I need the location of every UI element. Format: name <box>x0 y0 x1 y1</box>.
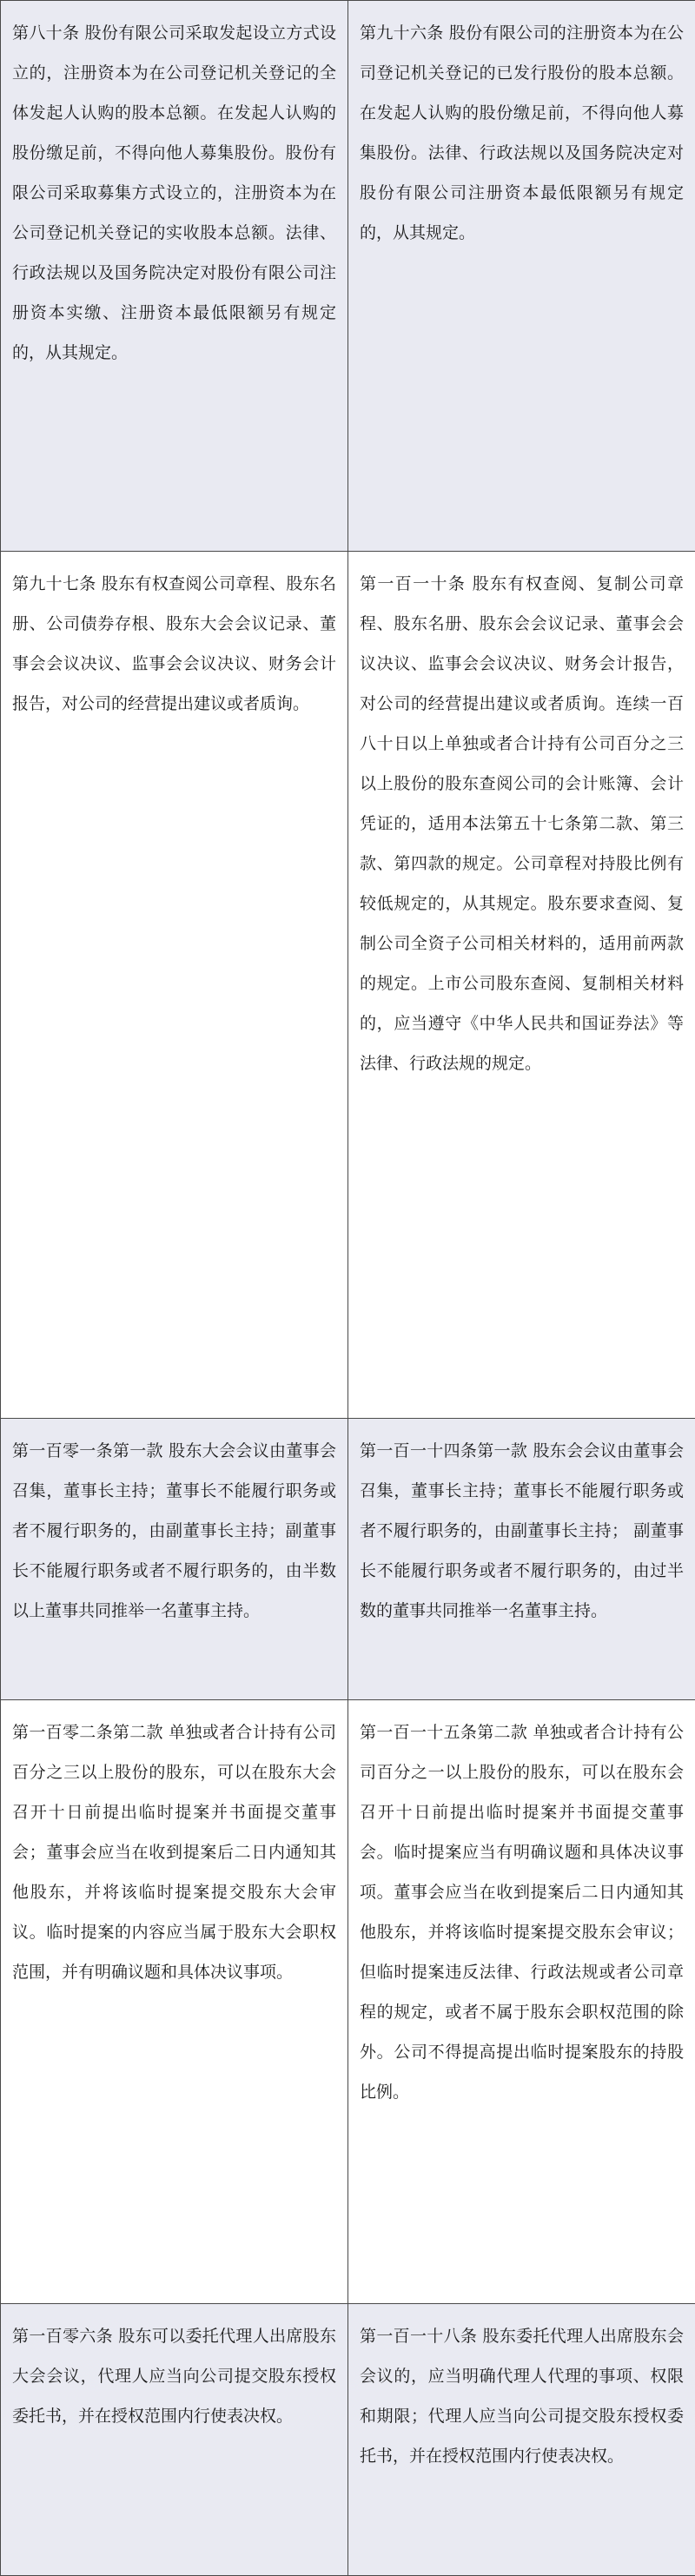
old-article-cell: 第一百零二条第二款 单独或者合计持有公司百分之三以上股份的股东，可以在股东大会召开十日前提出临时提案并书面提交董事会；董事会应当在收到提案后二日内通知其他股东，并将该临时提案提交股东大会审议。临时提案的内容应当属于股东大会职权范围，并有明确议题和具体决议事项。 <box>1 1700 348 2304</box>
old-article-cell: 第一百零一条第一款 股东大会会议由董事会召集，董事长主持；董事长不能履行职务或者不履行职务的，由副董事长主持；副董事长不能履行职务或者不履行职务的，由半数以上董事共同推举一名董事主持。 <box>1 1419 348 1700</box>
old-article-cell: 第九十七条 股东有权查阅公司章程、股东名册、公司债券存根、股东大会会议记录、董事会会议决议、监事会会议决议、财务会计报告，对公司的经营提出建议或者质询。 <box>1 552 348 1419</box>
new-article-cell: 第一百一十条 股东有权查阅、复制公司章程、股东名册、股东会会议记录、董事会会议决议、监事会会议决议、财务会计报告，对公司的经营提出建议或者质询。连续一百八十日以上单独或者合计持有公司百分之三以上股份的股东查阅公司的会计账簿、会计凭证的，适用本法第五十七条第二款、第三款、第四款的规定。公司章程对持股比例有较低规定的，从其规定。股东要求查阅、复制公司全资子公司相关材料的，适用前两款的规定。上市公司股东查阅、复制相关材料的，应当遵守《中华人民共和国证券法》等法律、行政法规的规定。 <box>348 552 695 1419</box>
new-article-cell: 第一百一十五条第二款 单独或者合计持有公司百分之一以上股份的股东，可以在股东会召开十日前提出临时提案并书面提交董事会。临时提案应当有明确议题和具体决议事项。董事会应当在收到提案后二日内通知其他股东，并将该临时提案提交股东会审议；但临时提案违反法律、行政法规或者公司章程的规定，或者不属于股东会职权范围的除外。公司不得提高提出临时提案股东的持股比例。 <box>348 1700 695 2304</box>
table-row <box>1 1700 695 2304</box>
new-article-cell: 第九十六条 股份有限公司的注册资本为在公司登记机关登记的已发行股份的股本总额。在发起人认购的股份缴足前，不得向他人募集股份。法律、行政法规以及国务院决定对股份有限公司注册资本最低限额另有规定的，从其规定。 <box>348 1 695 552</box>
table-row <box>1 1419 695 1700</box>
table-row <box>1 2304 695 2576</box>
old-article-cell: 第一百零六条 股东可以委托代理人出席股东大会会议，代理人应当向公司提交股东授权委托书，并在授权范围内行使表决权。 <box>1 2304 348 2576</box>
table-row <box>1 1 695 552</box>
new-article-cell: 第一百一十八条 股东委托代理人出席股东会会议的，应当明确代理人代理的事项、权限和期限；代理人应当向公司提交股东授权委托书，并在授权范围内行使表决权。 <box>348 2304 695 2576</box>
table-row <box>1 552 695 1419</box>
new-article-cell: 第一百一十四条第一款 股东会会议由董事会召集，董事长主持；董事长不能履行职务或者不履行职务的，由副董事长主持； 副董事长不能履行职务或者不履行职务的，由过半数的董事共同推举一名董事主持。 <box>348 1419 695 1700</box>
old-article-cell: 第八十条 股份有限公司采取发起设立方式设立的，注册资本为在公司登记机关登记的全体发起人认购的股本总额。在发起人认购的股份缴足前，不得向他人募集股份。股份有限公司采取募集方式设立的，注册资本为在公司登记机关登记的实收股本总额。法律、行政法规以及国务院决定对股份有限公司注册资本实缴、注册资本最低限额另有规定的，从其规定。 <box>1 1 348 552</box>
